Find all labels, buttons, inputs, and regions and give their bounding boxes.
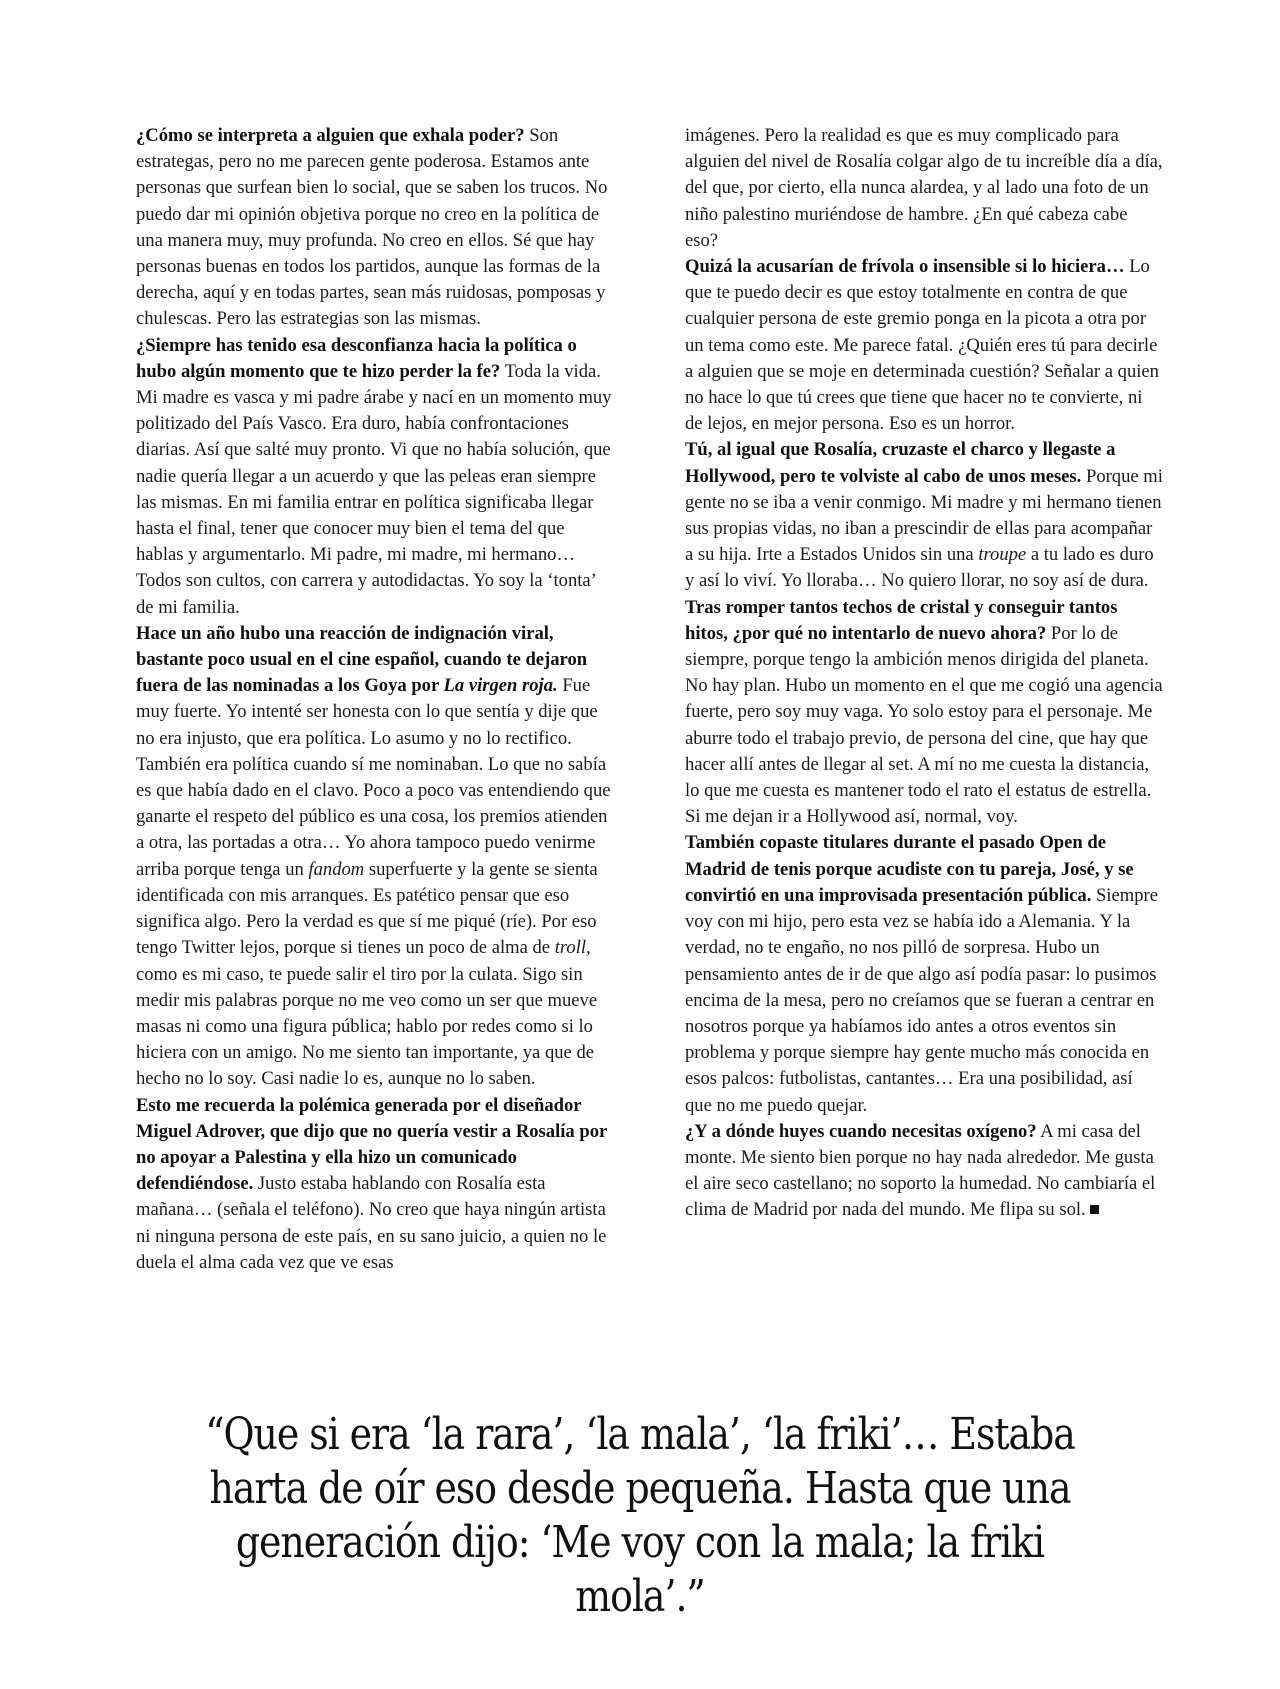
pull-quote: “Que si era ‘la rara’, ‘la mala’, ‘la friki’… Estaba harta de oír eso desde pequeña. Hasta que una generación dijo: ‘Me voy con la mala; la friki mola’.” [205,1409,1075,1622]
interview-answer: imágenes. Pero la realidad es que es muy complicado para alguien del nivel de Rosalía colgar algo de tu increíble día a día, del que, por cierto, ella nunca alardea, y al lado una foto de un niño palestino muriéndose de hambre. ¿En qué cabeza cabe eso? [685,125,1163,251]
interview-answer: A mi casa del monte. Me siento bien porque no hay nada alrededor. Me gusta el aire seco castellano; no soporto la humedad. No cambiaría el clima de Madrid por nada del mundo. Me flipa su sol. [685,1120,1156,1221]
end-of-article-mark [1090,1205,1099,1214]
interview-question: ¿Y a dónde huyes cuando necesitas oxígeno? [685,1120,1037,1142]
interview-answer: Toda la vida. Mi madre es vasca y mi padre árabe y nací en un momento muy politizado del País Vasco. Era duro, había confrontaciones diarias. Así que salté muy pronto. Vi que no había solución, que nadie quería llegar a un acuerdo y que las peleas eran siempre las mismas. En mi familia entrar en política significaba llegar hasta el final, tener que conocer muy bien el tema del que hablas y argumentarlo. Mi padre, mi madre, mi hermano… Todos son cultos, con carrera y autodidactas. Yo soy la ‘tonta’ de mi familia. [136,360,612,618]
interview-question: Tras romper tantos techos de cristal y conseguir tantos hitos, ¿por qué no intentarlo de nuevo ahora? [685,596,1118,644]
interview-answer: Justo estaba hablando con Rosalía esta mañana… (señala el teléfono). No creo que haya ningún artista ni ninguna persona de este país, en su sano juicio, a quien no le duela el alma cada vez que ve esas [136,1173,607,1273]
italic-term: troupe [978,544,1027,566]
qa-paragraph [685,595,1163,831]
qa-paragraph [685,123,1163,254]
qa-paragraph [136,333,614,621]
interview-answer: Por lo de siempre, porque tengo la ambición menos dirigida del planeta. No hay plan. Hubo un momento en el que me cogió una agencia fuerte, pero soy muy vaga. Yo solo estoy para el personaje. Me aburre todo el trabajo previo, de persona del cine, que hay que hacer allí antes de llegar al set. A mí no me cuesta la distancia, lo que me cuesta es mantener todo el rato el estatus de estrella. Si me dejan ir a Hollywood así, normal, voy. [685,622,1163,828]
italic-term: troll, [554,937,591,959]
interview-question: Quizá la acusarían de frívola o insensible si lo hiciera… [685,256,1125,278]
interview-question: ¿Siempre has tenido esa desconfianza hacia la política o hubo algún momento que te hizo perder la fe? [136,334,577,382]
qa-paragraph [136,621,614,1093]
qa-paragraph [136,1093,614,1276]
qa-paragraph [685,254,1163,437]
italic-term: fandom [308,858,365,880]
interview-answer: Fue muy fuerte. Yo intenté ser honesta con lo que sentía y dije que no era injusto, que era política. Lo asumo y no lo rectifico. También era política cuando sí me nominaban. Lo que no sabía es que había dado en el clavo. Poco a poco vas entendiendo que ganarte el respeto del público es una cosa, los premios atienden a otra, las portadas a otra… Yo ahora tampoco puedo venirme arriba porque tenga un [136,675,611,880]
film-title-italic: La virgen roja. [443,675,558,697]
qa-paragraph [685,830,1163,1118]
article-column-right [685,123,1163,1224]
interview-question: También copaste titulares durante el pasado Open de Madrid de tenis porque acudiste con tu pareja, José, y se convirtió en una improvisada presentación pública. [685,832,1134,906]
interview-answer-cont: a tu lado es duro y así lo viví. Yo lloraba… No quiero llorar, no soy así de dura. [685,544,1154,592]
interview-answer: Siempre voy con mi hijo, pero esta vez se había ido a Alemania. Y la verdad, no te engaño, no nos pilló de sorpresa. Hubo un pensamiento antes de ir de que algo así podía pasar: lo pusimos encima de la mesa, pero no creíamos que se fueran a centrar en nosotros porque ya habíamos ido antes a otros eventos sin problema y porque siempre hay gente mucho más conocida en esos palcos: futbolistas, cantantes… Era una posibilidad, así que no me puedo quejar. [685,884,1158,1116]
interview-answer-cont: superfuerte y la gente se sienta identificada con mis arranques. Es patético pensar que eso significa algo. Pero la verdad es que sí me piqué (ríe). Por eso tengo Twitter lejos, porque si tienes un poco de alma de [136,858,598,959]
qa-paragraph [685,1119,1163,1224]
interview-question: ¿Cómo se interpreta a alguien que exhala poder? [136,125,525,146]
interview-question: Tú, al igual que Rosalía, cruzaste el charco y llegaste a Hollywood, pero te volviste al cabo de unos meses. [685,439,1116,487]
interview-answer: Son estrategas, pero no me parecen gente poderosa. Estamos ante personas que surfean bien lo social, que se saben los trucos. No puedo dar mi opinión objetiva porque no creo en la política de una manera muy, muy profunda. No creo en ellos. Sé que hay personas buenas en todos los partidos, aunque las formas de la derecha, aquí y en todas partes, sean más ruidosas, pomposas y chulescas. Pero las estrategias son las mismas. [136,125,608,330]
article-column-left [136,123,614,1276]
interview-answer-cont: como es mi caso, te puede salir el tiro por la culata. Sigo sin medir mis palabras porque no me veo como un ser que mueve masas ni como una figura pública; hablo por redes como si lo hiciera con un amigo. No me siento tan importante, ya que de hecho no lo soy. Casi nadie lo es, aunque no lo saben. [136,963,598,1090]
interview-question: Hace un año hubo una reacción de indignación viral, bastante poco usual en el cine español, cuando te dejaron fuera de las nominadas a los Goya por [136,622,588,697]
interview-answer: Lo que te puedo decir es que estoy totalmente en contra de que cualquier persona de este gremio ponga en la picota a otra por un tema como este. Me parece fatal. ¿Quién eres tú para decirle a alguien que se moje en determinada cuestión? Señalar a quien no hace lo que tú crees que tiene que hacer no te convierte, ni de lejos, en mejor persona. Eso es un horror. [685,256,1159,435]
interview-answer: Porque mi gente no se iba a venir conmigo. Mi madre y mi hermano tienen sus propias vidas, no iban a prescindir de ellas para acompañar a su hija. Irte a Estados Unidos sin una [685,465,1163,566]
qa-paragraph [685,437,1163,594]
qa-paragraph [136,123,614,333]
interview-question: Esto me recuerda la polémica generada por el diseñador Miguel Adrover, que dijo que no quería vestir a Rosalía por no apoyar a Palestina y ella hizo un comunicado defendiéndose. [136,1094,607,1195]
